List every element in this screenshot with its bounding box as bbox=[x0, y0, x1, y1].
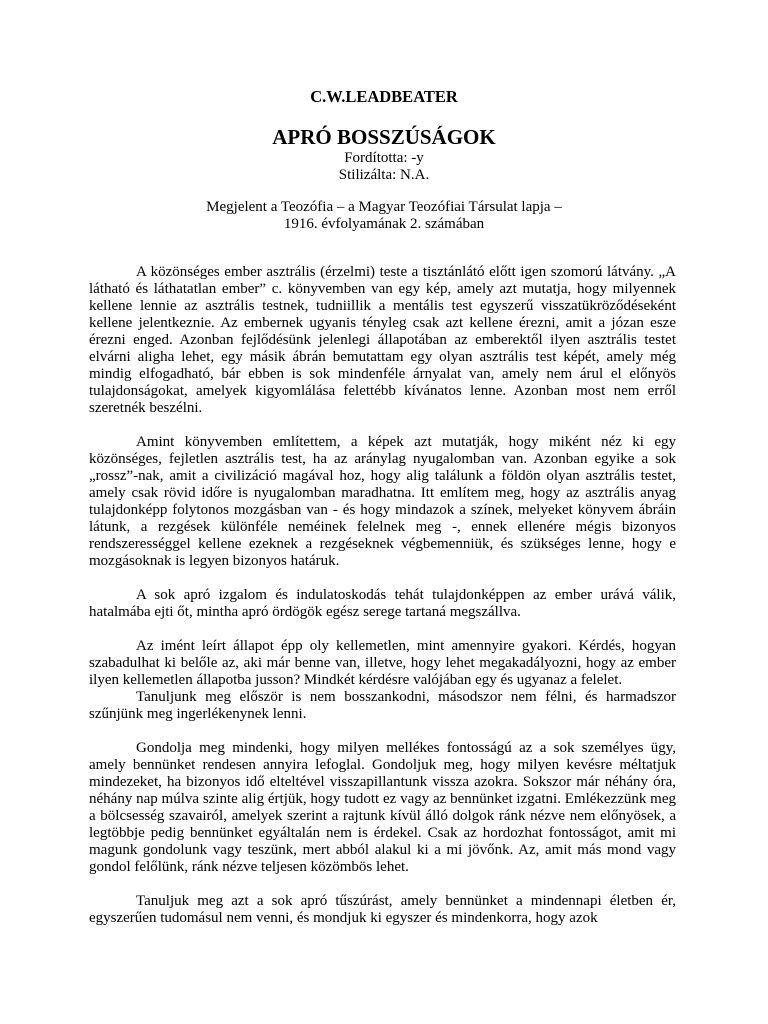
paragraph: Amint könyvemben említettem, a képek azt mutatják, hogy miként néz ki egy közönséges, fejletlen asztrális test, ha az aránylag nyugalomban van. Azonban egyike a sok „rossz”-nak, amit a civilizáció magával hoz, hogy alig találunk a földön olyan asztrális testet, amely csak rövid időre is nyugalomban maradhatna. Itt említem meg, hogy az asztrális anyag tulajdonképp folytonos mozgásban van - és hogy mindazok a színek, melyeket könyvem ábráin látunk, a rezgések különféle neméinek felelnek meg -, ennek ellenére mégis bizonyos rendszerességgel kellene ezeknek a rezgéseknek végbemenniük, és szükséges lenne, hogy e mozgásoknak is legyen bizonyos határuk. bbox=[89, 434, 676, 569]
paragraph: Tanuljuk meg azt a sok apró tűszúrást, amely bennünket a mindennapi életben ér, egyszerűen tudomásul nem venni, és mondjuk ki egyszer és mindenkorra, hogy azok bbox=[89, 893, 676, 926]
publication-line-1: Megjelent a Teozófia – a Magyar Teozófiai Társulat lapja – bbox=[206, 199, 562, 215]
paragraph: Az imént leírt állapot épp oly kellemetlen, mint amennyire gyakori. Kérdés, hogyan szabadulhat ki belőle az, aki már benne van, illetve, hogy lehet megakadályozni, hogy az ember ilyen kellemetlen állapotba jusson? Mindkét kérdésre valójában egy és ugyanaz a felelet. bbox=[89, 638, 676, 688]
translator-line: Fordította: -y bbox=[344, 150, 424, 166]
article-body bbox=[89, 264, 676, 944]
author-heading: C.W.LEADBEATER bbox=[310, 87, 458, 106]
publication-line-2: 1916. évfolyamának 2. számában bbox=[283, 216, 485, 232]
paragraph: Gondolja meg mindenki, hogy milyen mellékes fontosságú az a sok személyes ügy, amely bennünket rendesen annyira lefoglal. Gondoljuk meg, hogy milyen kevésre méltatjuk mindezeket, ha bizonyos idő elteltével visszapillantunk vissza azokra. Sokszor már néhány óra, néhány nap múlva szinte alig értjük, hogy tudott ez vagy az bennünket izgatni. Emlékezzünk meg a bölcsesség szavairól, amelyek szerint a rajtunk kívül álló dolgok ránk nézve nem előnyösek, a legtöbbje pedig bennünket egyáltalán nem is érdekel. Csak az hordozhat fontosságot, amit mi magunk gondolunk vagy teszünk, mert abból alakul ki a mi jövőnk. Az, amit más mond vagy gondol felőlünk, ránk nézve teljesen közömbös lehet. bbox=[89, 740, 676, 875]
publication-note bbox=[0, 199, 768, 233]
paragraph: Tanuljunk meg először is nem bosszankodni, másodszor nem félni, és harmadszor szűnjünk meg ingerlékenynek lenni. bbox=[89, 689, 676, 722]
credits-block bbox=[0, 150, 768, 184]
article-title: APRÓ BOSSZÚSÁGOK bbox=[272, 125, 496, 149]
stylist-line: Stilizálta: N.A. bbox=[338, 167, 430, 183]
paragraph: A sok apró izgalom és indulatoskodás tehát tulajdonképpen az ember urává válik, hatalmába ejti őt, mintha apró ördögök egész serege tartaná megszállva. bbox=[89, 587, 676, 620]
paragraph: A közönséges ember asztrális (érzelmi) teste a tisztánlátó előtt igen szomorú látvány. „A látható és láthatatlan ember” c. könyvemben van egy kép, amely azt mutatja, hogy milyennek kellene lennie az asztrális testnek, tudniillik a mentális test egyszerű visszatükröződéseként kellene jelentkeznie. Az embernek ugyanis tényleg csak azt kellene érezni, amit a józan esze érezni enged. Azonban fejlődésünk jelenlegi állapotában az emberektől ilyen asztrális testet elvárni aligha lehet, egy másik ábrán bemutattam egy olyan asztrális test képét, amely még mindig elfogadható, bár ebben is sok mindenféle árnyalat van, amely nem árul el előnyös tulajdonságokat, amelyek kigyomlálása felettébb kívánatos lenne. Azonban most nem erről szeretnék beszélni. bbox=[89, 264, 676, 416]
